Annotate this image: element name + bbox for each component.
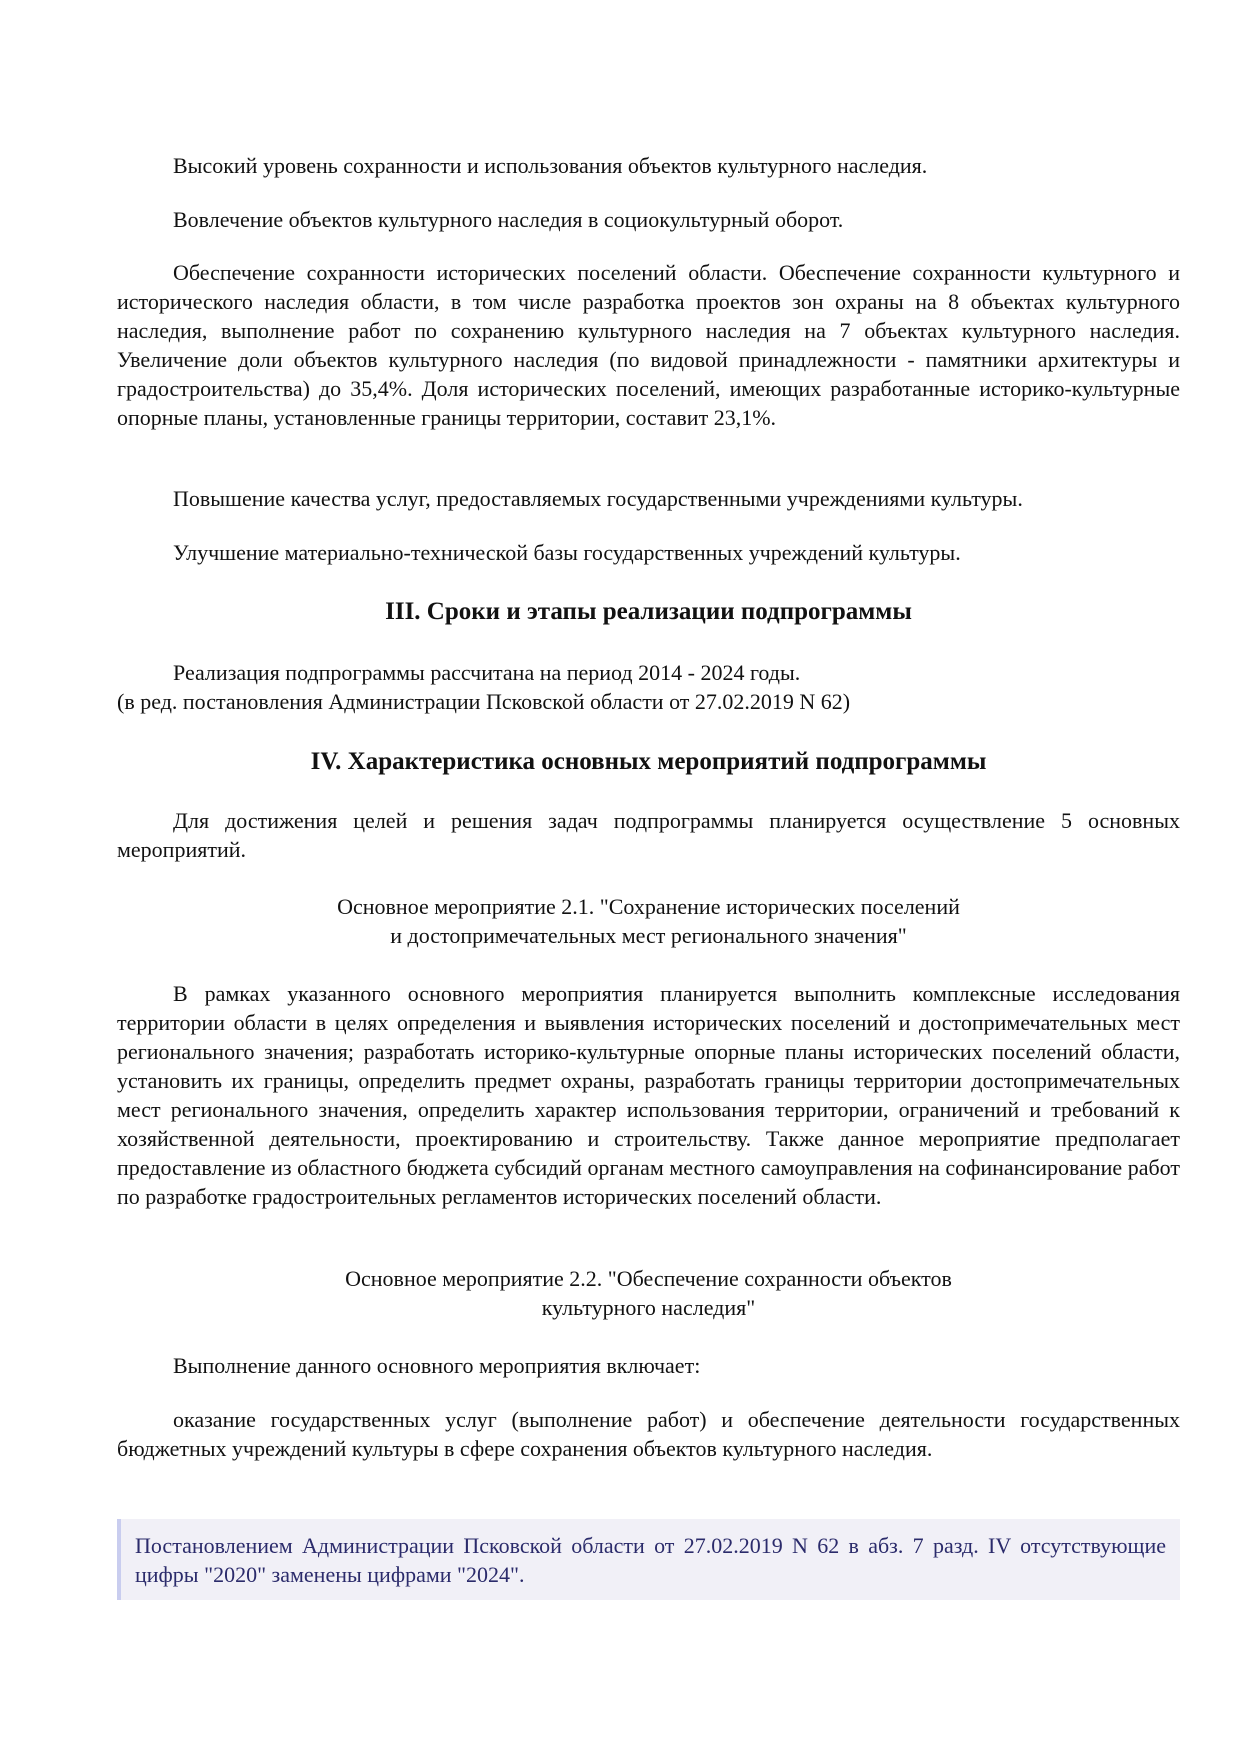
section-4-heading: IV. Характеристика основных мероприятий подпрограммы	[310, 748, 987, 775]
section-3-heading: III. Сроки и этапы реализации подпрограммы	[385, 598, 912, 625]
amendment-note	[117, 1519, 1180, 1600]
paragraph-measures-intro: Для достижения целей и решения задач подпрограммы планируется осуществление 5 основных мероприятий.	[117, 808, 1180, 862]
measure-2-2-intro: Выполнение данного основного мероприятия включает:	[173, 1353, 701, 1378]
paragraph-settlements-preservation: Обеспечение сохранности исторических поселений области. Обеспечение сохранности культурного и исторического наследия области, в том числе разработка проектов зон охраны на 8 объектах культурного наследия, выполнение работ по сохранению культурного наследия на 7 объектах культурного наследия. Увеличение доли объектов культурного наследия (по видовой принадлежности - памятники архитектуры и градостроительства) до 35,4%. Доля исторических поселений, имеющих разработанные историко-культурные опорные планы, установленные границы территории, составит 23,1%.	[117, 260, 1180, 430]
paragraph-service-quality: Повышение качества услуг, предоставляемых государственными учреждениями культуры.	[173, 486, 1023, 511]
measure-2-1-title	[117, 892, 1180, 950]
measure-2-2-title	[117, 1264, 1180, 1322]
measure-2-1-title-line2: и достопримечательных мест регионального значения"	[390, 923, 907, 948]
paragraph-heritage-level: Высокий уровень сохранности и использования объектов культурного наследия.	[173, 153, 928, 178]
paragraph-heritage-involvement: Вовлечение объектов культурного наследия в социокультурный оборот.	[173, 207, 844, 232]
amendment-reference: (в ред. постановления Администрации Псковской области от 27.02.2019 N 62)	[117, 689, 851, 714]
amendment-note-text: Постановлением Администрации Псковской области от 27.02.2019 N 62 в абз. 7 разд. IV отсутствующие цифры "2020" заменены цифрами "2024".	[135, 1533, 1166, 1587]
paragraph-material-base: Улучшение материально-технической базы государственных учреждений культуры.	[173, 540, 961, 565]
paragraph-period: Реализация подпрограммы рассчитана на период 2014 - 2024 годы.	[173, 660, 801, 685]
measure-2-2-title-line2: культурного наследия"	[541, 1295, 756, 1320]
measure-2-1-description: В рамках указанного основного мероприятия планируется выполнить комплексные исследования территории области в целях определения и выявления исторических поселений и достопримечательных мест регионального значения; разработать историко-культурные опорные планы исторических поселений области, установить их границы, определить предмет охраны, разработать границы территории достопримечательных мест регионального значения, определить характер использования территории, ограничений и требований к хозяйственной деятельности, проектированию и строительству. Также данное мероприятие предполагает предоставление из областного бюджета субсидий органам местного самоуправления на софинансирование работ по разработке градостроительных регламентов исторических поселений области.	[117, 981, 1180, 1209]
measure-2-2-item: оказание государственных услуг (выполнение работ) и обеспечение деятельности государственных бюджетных учреждений культуры в сфере сохранения объектов культурного наследия.	[117, 1407, 1180, 1461]
measure-2-2-title-line1: Основное мероприятие 2.2. "Обеспечение сохранности объектов	[345, 1266, 952, 1291]
measure-2-1-title-line1: Основное мероприятие 2.1. "Сохранение исторических поселений	[337, 894, 960, 919]
